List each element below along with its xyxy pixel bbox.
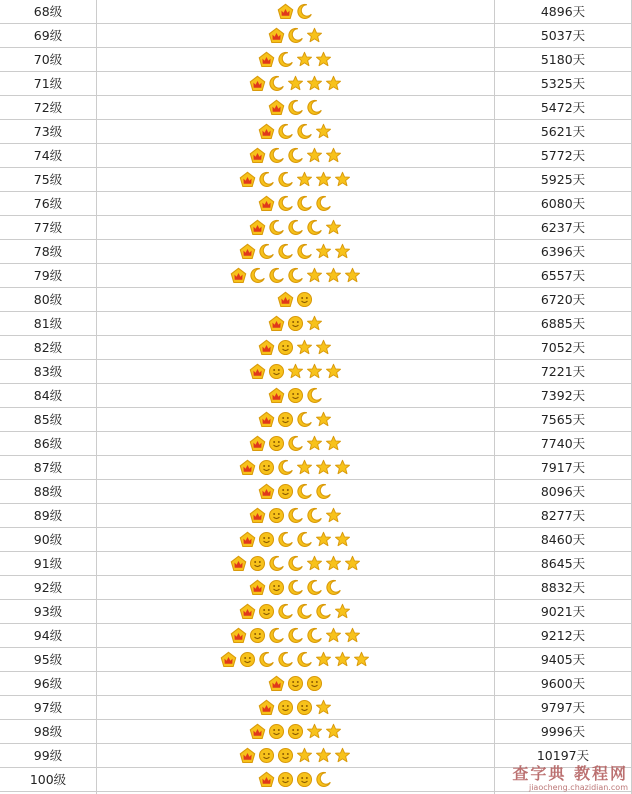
days-cell: 7565天 [540, 412, 586, 427]
watermark-url: jiaocheng.chazidian.com [528, 783, 628, 792]
star-icon [334, 459, 351, 476]
moon-icon [268, 147, 285, 164]
star-icon [287, 363, 304, 380]
crown-icon [249, 507, 266, 524]
star-icon [325, 75, 342, 92]
days-cell: 9600天 [540, 676, 586, 691]
rank-icons-cell [96, 456, 494, 479]
rank-icons-cell [96, 168, 494, 191]
moon-icon [277, 603, 294, 620]
days-cell: 9405天 [540, 652, 586, 667]
crown-icon [268, 675, 285, 692]
sun-icon [258, 603, 275, 620]
sun-icon [268, 723, 285, 740]
star-icon [325, 363, 342, 380]
star-icon [296, 339, 313, 356]
moon-icon [296, 651, 313, 668]
star-icon [334, 651, 351, 668]
days-cell: 7917天 [540, 460, 586, 475]
level-cell: 84级 [33, 388, 63, 403]
rank-icons-cell [96, 360, 494, 383]
rank-icons-cell [96, 120, 494, 143]
star-icon [334, 243, 351, 260]
days-cell: 5180天 [540, 52, 586, 67]
table-row [0, 720, 632, 744]
moon-icon [306, 99, 323, 116]
level-cell: 71级 [33, 76, 63, 91]
table-row [0, 432, 632, 456]
table-row [0, 696, 632, 720]
table-row [0, 216, 632, 240]
crown-icon [249, 147, 266, 164]
star-icon [306, 75, 323, 92]
sun-icon [287, 723, 304, 740]
moon-icon [296, 195, 313, 212]
star-icon [315, 531, 332, 548]
level-cell: 87级 [33, 460, 63, 475]
table-row [0, 96, 632, 120]
days-cell: 6557天 [540, 268, 586, 283]
star-icon [325, 147, 342, 164]
table-row [0, 312, 632, 336]
crown-icon [220, 651, 237, 668]
moon-icon [277, 243, 294, 260]
level-cell: 75级 [33, 172, 63, 187]
moon-icon [325, 579, 342, 596]
days-cell: 5037天 [540, 28, 586, 43]
sun-icon [268, 363, 285, 380]
rank-icons-cell [96, 216, 494, 239]
moon-icon [315, 195, 332, 212]
sun-icon [287, 675, 304, 692]
crown-icon [277, 291, 294, 308]
moon-icon [287, 435, 304, 452]
days-cell: 8832天 [540, 580, 586, 595]
crown-icon [249, 219, 266, 236]
table-row [0, 288, 632, 312]
star-icon [287, 75, 304, 92]
days-cell: 6237天 [540, 220, 586, 235]
table-row [0, 48, 632, 72]
level-cell: 90级 [33, 532, 63, 547]
star-icon [306, 27, 323, 44]
table-row [0, 768, 632, 792]
days-cell [495, 768, 631, 791]
moon-icon [268, 555, 285, 572]
table-row [0, 744, 632, 768]
moon-icon [315, 483, 332, 500]
level-cell: 77级 [33, 220, 63, 235]
level-cell: 79级 [33, 268, 63, 283]
crown-icon [258, 51, 275, 68]
sun-icon [277, 747, 294, 764]
star-icon [315, 699, 332, 716]
level-cell: 92级 [33, 580, 63, 595]
moon-icon [287, 555, 304, 572]
level-cell: 86级 [33, 436, 63, 451]
level-cell: 91级 [33, 556, 63, 571]
star-icon [344, 627, 361, 644]
days-cell: 7052天 [540, 340, 586, 355]
crown-icon [258, 699, 275, 716]
moon-icon [315, 771, 332, 788]
days-cell: 9996天 [540, 724, 586, 739]
crown-icon [239, 171, 256, 188]
star-icon [296, 459, 313, 476]
moon-icon [277, 51, 294, 68]
rank-icons-cell [96, 696, 494, 719]
moon-icon [258, 243, 275, 260]
rank-icons-cell [96, 576, 494, 599]
star-icon [306, 267, 323, 284]
star-icon [315, 411, 332, 428]
star-icon [315, 339, 332, 356]
crown-icon [258, 483, 275, 500]
table-row [0, 0, 632, 24]
star-icon [306, 315, 323, 332]
star-icon [296, 747, 313, 764]
crown-icon [249, 723, 266, 740]
moon-icon [306, 219, 323, 236]
level-cell: 78级 [33, 244, 63, 259]
moon-icon [258, 171, 275, 188]
moon-icon [287, 267, 304, 284]
crown-icon [268, 99, 285, 116]
star-icon [325, 555, 342, 572]
table-row [0, 264, 632, 288]
star-icon [306, 147, 323, 164]
level-cell: 85级 [33, 412, 63, 427]
level-cell: 89级 [33, 508, 63, 523]
level-cell: 76级 [33, 196, 63, 211]
table-row [0, 72, 632, 96]
moon-icon [287, 579, 304, 596]
days-cell: 9021天 [540, 604, 586, 619]
table-row [0, 336, 632, 360]
days-cell: 6080天 [540, 196, 586, 211]
sun-icon [268, 507, 285, 524]
level-cell: 88级 [33, 484, 63, 499]
rank-icons-cell [96, 240, 494, 263]
star-icon [315, 747, 332, 764]
star-icon [306, 723, 323, 740]
days-cell: 5325天 [540, 76, 586, 91]
moon-icon [287, 507, 304, 524]
days-cell: 9797天 [540, 700, 586, 715]
star-icon [334, 603, 351, 620]
days-cell: 7392天 [540, 388, 586, 403]
level-cell: 80级 [33, 292, 63, 307]
rank-icons-cell [96, 192, 494, 215]
days-cell: 4896天 [540, 4, 586, 19]
crown-icon [230, 267, 247, 284]
rank-icons-cell [96, 408, 494, 431]
level-cell: 70级 [33, 52, 63, 67]
rank-icons-cell [96, 0, 494, 23]
rank-icons-cell [96, 48, 494, 71]
table-row [0, 360, 632, 384]
moon-icon [296, 483, 313, 500]
star-icon [334, 747, 351, 764]
rank-icons-cell [96, 336, 494, 359]
rank-icons-cell [96, 72, 494, 95]
days-cell: 5472天 [540, 100, 586, 115]
table-row [0, 144, 632, 168]
sun-icon [296, 771, 313, 788]
moon-icon [296, 123, 313, 140]
sun-icon [287, 387, 304, 404]
level-cell: 100级 [29, 772, 67, 787]
star-icon [325, 723, 342, 740]
moon-icon [268, 75, 285, 92]
moon-icon [287, 627, 304, 644]
moon-icon [306, 627, 323, 644]
moon-icon [287, 219, 304, 236]
days-cell: 6720天 [540, 292, 586, 307]
table-row [0, 168, 632, 192]
table-row [0, 480, 632, 504]
rank-icons-cell [96, 600, 494, 623]
star-icon [325, 435, 342, 452]
moon-icon [277, 459, 294, 476]
sun-icon [287, 315, 304, 332]
table-row [0, 504, 632, 528]
moon-icon [296, 531, 313, 548]
crown-icon [230, 555, 247, 572]
sun-icon [258, 459, 275, 476]
level-cell: 73级 [33, 124, 63, 139]
crown-icon [239, 243, 256, 260]
moon-icon [315, 603, 332, 620]
days-cell: 5772天 [540, 148, 586, 163]
sun-icon [277, 483, 294, 500]
sun-icon [268, 579, 285, 596]
sun-icon [258, 531, 275, 548]
rank-icons-cell [96, 528, 494, 551]
star-icon [344, 267, 361, 284]
sun-icon [249, 627, 266, 644]
moon-icon [296, 243, 313, 260]
table-row [0, 648, 632, 672]
crown-icon [268, 315, 285, 332]
star-icon [306, 363, 323, 380]
moon-icon [287, 27, 304, 44]
star-icon [325, 507, 342, 524]
days-cell: 6396天 [540, 244, 586, 259]
level-cell: 97级 [33, 700, 63, 715]
rank-icons-cell [96, 384, 494, 407]
days-cell: 7221天 [540, 364, 586, 379]
star-icon [315, 123, 332, 140]
level-cell: 82级 [33, 340, 63, 355]
rank-icons-cell [96, 504, 494, 527]
star-icon [315, 51, 332, 68]
crown-icon [239, 747, 256, 764]
moon-icon [306, 387, 323, 404]
sun-icon [277, 411, 294, 428]
moon-icon [287, 99, 304, 116]
sun-icon [306, 675, 323, 692]
rank-icons-cell [96, 768, 494, 791]
star-icon [325, 627, 342, 644]
crown-icon [258, 771, 275, 788]
sun-icon [277, 699, 294, 716]
table-row [0, 456, 632, 480]
moon-icon [268, 627, 285, 644]
star-icon [325, 267, 342, 284]
level-cell: 81级 [33, 316, 63, 331]
crown-icon [239, 531, 256, 548]
crown-icon [258, 411, 275, 428]
sun-icon [277, 339, 294, 356]
rank-icons-cell [96, 432, 494, 455]
star-icon [334, 171, 351, 188]
moon-icon [306, 579, 323, 596]
days-cell: 5925天 [540, 172, 586, 187]
moon-icon [268, 267, 285, 284]
table-row [0, 528, 632, 552]
moon-icon [277, 195, 294, 212]
table-row [0, 120, 632, 144]
table-row [0, 672, 632, 696]
days-cell: 6885天 [540, 316, 586, 331]
level-cell: 95级 [33, 652, 63, 667]
rank-icons-cell [96, 288, 494, 311]
moon-icon [306, 507, 323, 524]
rank-icons-cell [96, 672, 494, 695]
crown-icon [268, 387, 285, 404]
watermark-title: 查字典 教程网 [512, 764, 628, 783]
star-icon [296, 171, 313, 188]
days-cell: 8277天 [540, 508, 586, 523]
moon-icon [277, 651, 294, 668]
star-icon [306, 555, 323, 572]
level-cell: 68级 [33, 4, 63, 19]
star-icon [315, 171, 332, 188]
star-icon [296, 51, 313, 68]
crown-icon [258, 195, 275, 212]
sun-icon [296, 291, 313, 308]
moon-icon [258, 651, 275, 668]
table-row [0, 240, 632, 264]
rank-icons-cell [96, 264, 494, 287]
table-row [0, 384, 632, 408]
level-cell: 98级 [33, 724, 63, 739]
crown-icon [277, 3, 294, 20]
level-cell: 69级 [33, 28, 63, 43]
level-cell: 93级 [33, 604, 63, 619]
moon-icon [268, 219, 285, 236]
crown-icon [249, 363, 266, 380]
table-row [0, 408, 632, 432]
moon-icon [277, 171, 294, 188]
star-icon [353, 651, 370, 668]
moon-icon [277, 531, 294, 548]
star-icon [315, 243, 332, 260]
sun-icon [296, 699, 313, 716]
moon-icon [296, 411, 313, 428]
days-cell: 7740天 [540, 436, 586, 451]
star-icon [334, 531, 351, 548]
rank-icons-cell [96, 552, 494, 575]
moon-icon [296, 3, 313, 20]
star-icon [315, 651, 332, 668]
star-icon [325, 219, 342, 236]
days-cell: 8096天 [540, 484, 586, 499]
crown-icon [230, 627, 247, 644]
crown-icon [239, 603, 256, 620]
star-icon [306, 435, 323, 452]
days-cell: 10197天 [536, 748, 590, 763]
rank-icons-cell [96, 480, 494, 503]
crown-icon [268, 27, 285, 44]
rank-icons-cell [96, 24, 494, 47]
level-cell: 94级 [33, 628, 63, 643]
crown-icon [258, 123, 275, 140]
sun-icon [258, 747, 275, 764]
moon-icon [287, 147, 304, 164]
rank-icons-cell [96, 144, 494, 167]
rank-icons-cell [96, 720, 494, 743]
moon-icon [277, 123, 294, 140]
level-cell: 83级 [33, 364, 63, 379]
star-icon [315, 459, 332, 476]
rank-icons-cell [96, 624, 494, 647]
days-cell: 8645天 [540, 556, 586, 571]
moon-icon [296, 603, 313, 620]
table-row [0, 576, 632, 600]
table-row [0, 24, 632, 48]
rank-icons-cell [96, 312, 494, 335]
sun-icon [239, 651, 256, 668]
crown-icon [239, 459, 256, 476]
table-row [0, 192, 632, 216]
level-cell: 99级 [33, 748, 63, 763]
crown-icon [249, 435, 266, 452]
level-cell: 96级 [33, 676, 63, 691]
star-icon [344, 555, 361, 572]
table-row [0, 600, 632, 624]
crown-icon [258, 339, 275, 356]
table-row [0, 552, 632, 576]
sun-icon [268, 435, 285, 452]
crown-icon [249, 75, 266, 92]
moon-icon [249, 267, 266, 284]
days-cell: 8460天 [540, 532, 586, 547]
days-cell: 9212天 [540, 628, 586, 643]
table-row [0, 624, 632, 648]
sun-icon [277, 771, 294, 788]
rank-icons-cell [96, 744, 494, 767]
days-cell: 5621天 [540, 124, 586, 139]
sun-icon [249, 555, 266, 572]
level-cell: 74级 [33, 148, 63, 163]
crown-icon [249, 579, 266, 596]
rank-icons-cell [96, 96, 494, 119]
level-cell: 72级 [33, 100, 63, 115]
rank-icons-cell [96, 648, 494, 671]
